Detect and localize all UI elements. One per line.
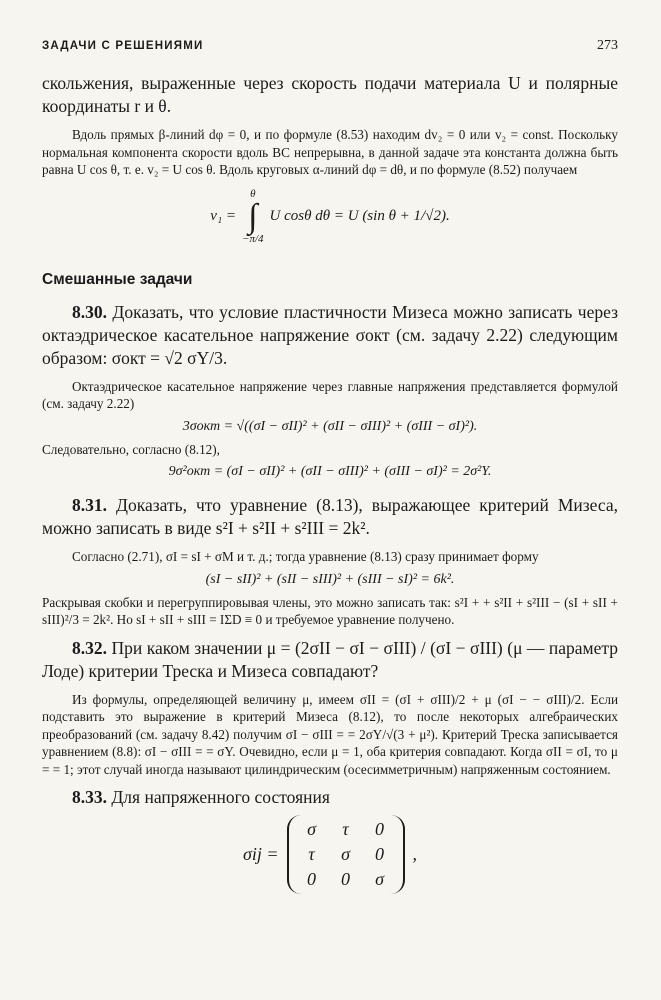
problem-number: 8.31. bbox=[72, 495, 107, 515]
formula: 9σ²окт = (σI − σII)² + (σII − σIII)² + (σIII − σI)² = 2σ²Y. bbox=[168, 464, 492, 479]
problem-statement: При каком значении μ = (2σII − σI − σIII) / (σI − σIII) (μ — параметр Лоде) критерии Треска и Мизеса совпадают? bbox=[42, 637, 618, 681]
problem-solution-text: Согласно (2.71), σI = sI + σM и т. д.; тогда уравнение (8.13) сразу принимает форму bbox=[72, 549, 539, 564]
problem-statement: Доказать, что уравнение (8.13), выражающее критерий Мизеса, можно записать в виде s²I + s²II + s²III = 2k². bbox=[42, 495, 619, 538]
integral-limits bbox=[242, 189, 264, 245]
integral-lhs: v₁ = bbox=[210, 208, 237, 224]
matrix-cell: τ bbox=[308, 844, 315, 864]
problem-statement: Для напряженного состояния bbox=[111, 787, 330, 807]
problem-statement: Доказать, что условие пластичности Мизеса можно записать через октаэдрическое касательное напряжение σокт (см. задачу 2.22) следующим образом: σокт = √2 σY/3. bbox=[42, 301, 618, 368]
page-header bbox=[42, 38, 618, 72]
integral-upper-limit: θ bbox=[250, 187, 256, 200]
solution-paragraph: Вдоль прямых β-линий dφ = 0, и по формуле (8.53) находим dv₂ = 0 или v₂ = const. Поскольку нормальная компонента скорости вдоль BC непрерывна, в данной задаче эта константа должна быть равна U cos θ, т. е. v₂ = U cos θ. Вдоль круговых α-линий dφ = dθ, и по формуле (8.52) получаем bbox=[42, 127, 618, 177]
page-number: 273 bbox=[597, 38, 618, 53]
matrix-cell: σ bbox=[375, 869, 384, 889]
formula: 3σокт = √((σI − σII)² + (σII − σIII)² + (σIII − σI)²). bbox=[182, 418, 478, 434]
problem-solution-text: Октаэдрическое касательное напряжение через главные напряжения представляется формулой (см. задачу 2.22) bbox=[42, 378, 618, 411]
problem-8-32 bbox=[42, 637, 618, 683]
stress-matrix-formula bbox=[42, 815, 618, 894]
section-title: Смешанные задачи bbox=[42, 270, 193, 288]
problem-number: 8.32. bbox=[72, 637, 107, 658]
matrix-cell: 0 bbox=[375, 844, 385, 864]
matrix-cell: σ bbox=[307, 819, 316, 839]
problem-solution-text: Следовательно, согласно (8.12), bbox=[42, 441, 220, 457]
problem-8-33 bbox=[42, 786, 618, 809]
problem-8-31 bbox=[42, 494, 618, 540]
continued-paragraph: скольжения, выраженные через скорость подачи материала U и полярные координаты r и θ. bbox=[42, 73, 618, 116]
matrix-cell: 0 bbox=[307, 869, 317, 889]
problem-solution-text: Раскрывая скобки и перегруппировывая члены, это можно записать так: s²I + + s²II + s²III − (sI + sII + sIII)²/3 = 2k². Но sI + sII + sIII = IΣD ≡ 0 и требуемое уравнение получено. bbox=[42, 594, 618, 627]
integral-sign-icon: ∫ bbox=[248, 197, 258, 235]
stress-matrix bbox=[287, 815, 405, 894]
matrix-lhs: σij = bbox=[242, 844, 279, 864]
integral-rhs: U cosθ dθ = U (sin θ + 1/√2). bbox=[269, 208, 450, 224]
integral-formula bbox=[42, 181, 618, 253]
integral-lower-limit: −π/4 bbox=[242, 232, 264, 245]
running-head: ЗАДАЧИ С РЕШЕНИЯМИ bbox=[42, 40, 204, 52]
book-page bbox=[42, 38, 618, 894]
matrix-tail: , bbox=[412, 844, 418, 864]
problem-number: 8.30. bbox=[72, 301, 107, 322]
problem-solution-text: Из формулы, определяющей величину μ, имеем σII = (σI + σIII)/2 + μ (σI − − σIII)/2. Если подставить это выражение в критерий Мизеса (8.12), то после некоторых алгебраических преобразований (см. задачу 8.42) получим σI − σIII = = 2σY/√(3 + μ²). Критерий Треска записывается уравнением (8.8): σI − σIII = = σY. Очевидно, если μ = 1, оба критерия совпадают. Когда σII = σI, то μ = = 1; этот случай иногда называют цилиндрическим (осесимметричным) напряженным состоянием. bbox=[42, 691, 618, 777]
matrix-cell: 0 bbox=[375, 819, 385, 839]
formula: (sI − sII)² + (sII − sIII)² + (sIII − sI)² = 6k². bbox=[205, 571, 455, 587]
problem-8-30 bbox=[42, 301, 618, 370]
matrix-cell: σ bbox=[341, 844, 350, 864]
matrix-cell: τ bbox=[342, 819, 349, 839]
problem-number: 8.33. bbox=[72, 787, 107, 807]
matrix-cell: 0 bbox=[341, 869, 351, 889]
